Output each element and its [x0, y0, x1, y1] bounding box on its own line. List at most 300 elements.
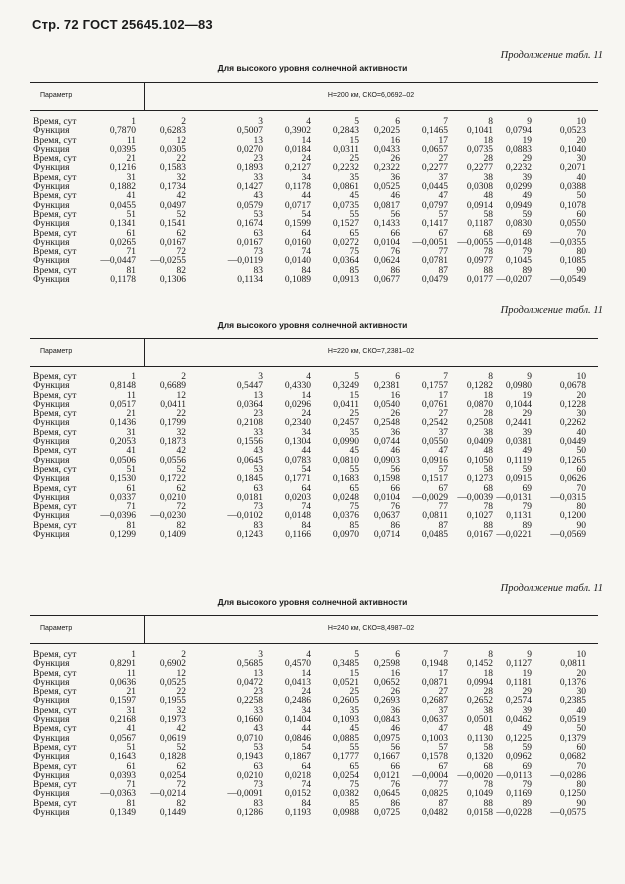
table-cell: 74	[301, 502, 311, 513]
table-cell: 73	[253, 502, 263, 513]
table-cell: 0,0994	[466, 677, 493, 688]
table-cell: 0,0525	[373, 182, 400, 193]
table-cell: 76	[390, 502, 400, 513]
table-cell: 87	[438, 265, 448, 276]
table-cell: 55	[349, 742, 359, 753]
table-cell: 24	[301, 154, 311, 165]
table-cell: 0,2381	[373, 381, 400, 392]
table-cell: 80	[576, 780, 586, 791]
table-cell: 18	[483, 390, 493, 401]
table-cell: 0,2548	[373, 418, 400, 429]
table-cell: 0,0903	[373, 455, 400, 466]
table-cell: 76	[390, 780, 400, 791]
table-cell: 0,0556	[159, 455, 186, 466]
table-cell: 53	[253, 742, 263, 753]
table-cell: 78	[483, 502, 493, 513]
table-cell: 40	[576, 172, 586, 183]
table-cell: 0,1089	[284, 275, 311, 286]
table-cell: 78	[483, 247, 493, 258]
table-cell: 0,0248	[332, 492, 359, 503]
table-cell: 0,0364	[332, 256, 359, 267]
table-cell: 44	[301, 724, 311, 735]
table-cell: 61	[126, 228, 136, 239]
table-cell: 18	[483, 668, 493, 679]
table-cell: 0,0337	[109, 492, 136, 503]
table-cell: 0,0210	[159, 492, 186, 503]
table-cell: 0,0177	[466, 275, 493, 286]
table-cell: 31	[126, 427, 136, 438]
table-cell: 0,0521	[332, 677, 359, 688]
table-cell: 1	[131, 117, 136, 127]
table-cell: 0,1045	[505, 256, 532, 267]
table-cell: 0,0382	[332, 789, 359, 800]
table-cell: 47	[438, 724, 448, 735]
table-header	[30, 82, 598, 111]
table-cell: 70	[576, 761, 586, 772]
table-cell: 15	[349, 668, 359, 679]
table-cell: 61	[126, 761, 136, 772]
table-cell: 0,0409	[466, 437, 493, 448]
row-label: Время, сут	[33, 446, 77, 457]
table-cell: 0,1049	[466, 789, 493, 800]
table-cell: 79	[522, 247, 532, 258]
row-label: Время, сут	[33, 780, 77, 791]
table-cell: 7	[443, 372, 448, 382]
table-cell: 0,1757	[421, 381, 448, 392]
row-label: Время, сут	[33, 668, 77, 679]
table-cell: 0,0735	[466, 144, 493, 155]
table-cell: 0,0626	[559, 474, 586, 485]
table-cell: 0,1166	[285, 530, 311, 541]
table-cell: —0,0207	[496, 275, 532, 286]
table-cell: 0,1955	[159, 696, 186, 707]
row-label: Функция	[33, 200, 70, 211]
table-cell: 0,1225	[505, 733, 532, 744]
table-cell: 90	[576, 520, 586, 531]
table-cell: 75	[349, 502, 359, 513]
table-cell: 0,0843	[373, 715, 400, 726]
table-cell: 69	[522, 761, 532, 772]
table-cell: 15	[349, 390, 359, 401]
data-table	[33, 651, 586, 818]
table-cell: 0,0167	[466, 530, 493, 541]
continuation-note: Продолжение табл. 11	[500, 50, 603, 61]
table-cell: 4	[306, 117, 311, 127]
table-cell: 89	[522, 520, 532, 531]
altitude-header: H=200 км, СКО=6,0692–02	[327, 92, 415, 99]
table-cell: 0,0636	[109, 677, 136, 688]
row-label: Функция	[33, 418, 70, 429]
table-cell: 0,0567	[109, 733, 136, 744]
table-cell: 72	[176, 247, 186, 258]
row-label: Время, сут	[33, 191, 77, 202]
table-cell: 37	[438, 427, 448, 438]
row-label: Время, сут	[33, 705, 77, 716]
table-cell: 86	[390, 798, 400, 809]
table-cell: 0,0482	[421, 808, 448, 819]
table-cell: 26	[390, 687, 400, 698]
table-cell: 10	[576, 650, 586, 660]
table-cell: 0,0305	[159, 144, 186, 155]
table-cell: 0,0744	[373, 437, 400, 448]
table-cell: 0,2598	[373, 659, 400, 670]
table-cell: 13	[253, 390, 263, 401]
table-cell: 56	[390, 742, 400, 753]
table-cell: 11	[126, 135, 136, 146]
table-cell: 0,0167	[159, 237, 186, 248]
table-cell: 37	[438, 705, 448, 716]
table-cell: 17	[438, 668, 448, 679]
table-cell: 5	[354, 650, 359, 660]
table-cell: 5	[354, 372, 359, 382]
table-cell: 41	[126, 191, 136, 202]
table-cell: 39	[522, 172, 532, 183]
table-cell: —0,0119	[227, 256, 263, 267]
table-cell: 85	[349, 520, 359, 531]
table-cell: 77	[438, 247, 448, 258]
table-cell: 43	[253, 724, 263, 735]
continuation-note: Продолжение табл. 11	[500, 305, 603, 316]
table-cell: 85	[349, 265, 359, 276]
table-cell: 0,0311	[333, 144, 359, 155]
table-cell: 65	[349, 228, 359, 239]
table-cell: 73	[253, 780, 263, 791]
table-cell: 0,0455	[109, 200, 136, 211]
table-cell: 0,1078	[559, 200, 586, 211]
table-cell: 53	[253, 464, 263, 475]
table-cell: 0,1722	[159, 474, 186, 485]
table-cell: 57	[438, 742, 448, 753]
table-cell: 29	[522, 154, 532, 165]
table-cell: 0,0519	[559, 715, 586, 726]
table-cell: 0,1527	[332, 219, 359, 230]
table-cell: 0,1169	[506, 789, 532, 800]
table-cell: 83	[253, 520, 263, 531]
table-cell: 48	[483, 191, 493, 202]
table-cell: 0,2574	[505, 696, 532, 707]
table-cell: —0,0004	[412, 770, 448, 781]
table-cell: 82	[176, 520, 186, 531]
row-label: Функция	[33, 275, 70, 286]
page-header: Стр. 72 ГОСТ 25645.102—83	[32, 17, 213, 32]
table-cell: —0,0447	[100, 256, 136, 267]
table-cell: 59	[522, 742, 532, 753]
table-cell: 0,0990	[332, 437, 359, 448]
table-cell: 73	[253, 247, 263, 258]
table-cell: 0,1131	[506, 511, 532, 522]
row-label: Время, сут	[33, 209, 77, 220]
table-cell: 0,0980	[505, 381, 532, 392]
table-cell: 26	[390, 154, 400, 165]
table-cell: 69	[522, 228, 532, 239]
table-cell: 54	[301, 209, 311, 220]
table-cell: 0,0657	[421, 144, 448, 155]
table-cell: 85	[349, 798, 359, 809]
table-cell: 0,1583	[159, 163, 186, 174]
table-cell: 58	[483, 742, 493, 753]
table-cell: 0,2277	[466, 163, 493, 174]
table-cell: 80	[576, 502, 586, 513]
table-cell: 42	[176, 724, 186, 735]
table-cell: 16	[390, 135, 400, 146]
table-cell: 81	[126, 265, 136, 276]
table-cell: 0,2127	[284, 163, 311, 174]
table-cell: 23	[253, 687, 263, 698]
data-table	[33, 118, 586, 285]
table-cell: 4	[306, 372, 311, 382]
table-cell: 67	[438, 761, 448, 772]
table-cell: 38	[483, 427, 493, 438]
table-cell: 0,0883	[505, 144, 532, 155]
table-cell: 0,1216	[109, 163, 136, 174]
table-cell: 88	[483, 798, 493, 809]
table-cell: 0,1127	[506, 659, 532, 670]
table-cell: 41	[126, 724, 136, 735]
table-cell: 0,2025	[373, 126, 400, 137]
table-cell: 27	[438, 687, 448, 698]
row-label: Время, сут	[33, 687, 77, 698]
table-cell: 0,0735	[332, 200, 359, 211]
table-cell: —0,0355	[550, 237, 586, 248]
table-cell: 0,0550	[421, 437, 448, 448]
table-cell: 54	[301, 464, 311, 475]
table-cell: 67	[438, 228, 448, 239]
table-cell: 0,1449	[159, 808, 186, 819]
table-cell: 66	[390, 761, 400, 772]
table-cell: 0,1040	[559, 144, 586, 155]
table-cell: 0,1304	[284, 437, 311, 448]
table-cell: 39	[522, 427, 532, 438]
column-header-parameter: Параметр	[40, 92, 73, 99]
table-cell: 87	[438, 520, 448, 531]
table-cell: 0,1948	[421, 659, 448, 670]
table-cell: 0,2652	[466, 696, 493, 707]
table-cell: 0,1867	[284, 752, 311, 763]
table-cell: 0,5007	[236, 126, 263, 137]
table-cell: 0,1599	[284, 219, 311, 230]
table-cell: 0,0210	[236, 770, 263, 781]
table-cell: 0,0254	[332, 770, 359, 781]
table-cell: 0,0682	[559, 752, 586, 763]
table-cell: 22	[176, 687, 186, 698]
table-cell: 0,5447	[236, 381, 263, 392]
table-cell: 14	[301, 390, 311, 401]
table-cell: 0,1299	[109, 530, 136, 541]
table-cell: 49	[522, 446, 532, 457]
table-cell: 0,1777	[332, 752, 359, 763]
table-cell: 0,6689	[159, 381, 186, 392]
table-cell: 0,0433	[373, 144, 400, 155]
table-cell: 0,1452	[466, 659, 493, 670]
table-cell: 87	[438, 798, 448, 809]
table-cell: 7	[443, 650, 448, 660]
table-cell: 0,0160	[284, 237, 311, 248]
table-cell: 16	[390, 668, 400, 679]
table-cell: 0,0783	[284, 455, 311, 466]
table-cell: 28	[483, 687, 493, 698]
table-cell: 0,0148	[284, 511, 311, 522]
table-header	[30, 615, 598, 644]
table-cell: 0,1044	[505, 399, 532, 410]
table-cell: 0,0506	[109, 455, 136, 466]
table-cell: 0,1085	[559, 256, 586, 267]
table-cell: 0,0497	[159, 200, 186, 211]
table-cell: 0,1341	[109, 219, 136, 230]
table-cell: 0,0184	[284, 144, 311, 155]
table-cell: 0,0449	[559, 437, 586, 448]
table-cell: 0,0550	[559, 219, 586, 230]
table-cell: 0,2232	[332, 163, 359, 174]
table-cell: 50	[576, 724, 586, 735]
table-cell: 0,1893	[236, 163, 263, 174]
table-cell: —0,0396	[100, 511, 136, 522]
table-cell: 76	[390, 247, 400, 258]
table-cell: 0,0714	[373, 530, 400, 541]
table-cell: 37	[438, 172, 448, 183]
table-cell: —0,0055	[457, 237, 493, 248]
row-label: Функция	[33, 733, 70, 744]
table-cell: 0,1379	[559, 733, 586, 744]
row-label: Функция	[33, 715, 70, 726]
table-cell: 5	[354, 117, 359, 127]
table-cell: 72	[176, 502, 186, 513]
table-cell: 0,1598	[373, 474, 400, 485]
table-cell: 9	[527, 117, 532, 127]
table-cell: 40	[576, 705, 586, 716]
row-label: Время, сут	[33, 409, 77, 420]
row-label: Время, сут	[33, 798, 77, 809]
table-cell: 0,1828	[159, 752, 186, 763]
row-label: Время, сут	[33, 742, 77, 753]
table-cell: 0,2542	[421, 418, 448, 429]
table-cell: 0,1660	[236, 715, 263, 726]
table-cell: 45	[349, 724, 359, 735]
table-cell: 0,2385	[559, 696, 586, 707]
table-cell: 17	[438, 135, 448, 146]
table-cell: 2	[181, 650, 186, 660]
table-cell: 58	[483, 464, 493, 475]
table-cell: 0,0970	[332, 530, 359, 541]
table-cell: 60	[576, 464, 586, 475]
table-cell: 0,0121	[373, 770, 400, 781]
table-cell: 20	[576, 668, 586, 679]
table-cell: 0,0830	[505, 219, 532, 230]
table-cell: 74	[301, 247, 311, 258]
table-cell: 64	[301, 761, 311, 772]
row-label: Функция	[33, 126, 70, 137]
row-label: Функция	[33, 492, 70, 503]
table-cell: —0,0039	[457, 492, 493, 503]
table-cell: 27	[438, 154, 448, 165]
table-cell: 70	[576, 483, 586, 494]
table-cell: 0,1943	[236, 752, 263, 763]
table-cell: 60	[576, 742, 586, 753]
table-cell: —0,0575	[550, 808, 586, 819]
table-cell: 90	[576, 798, 586, 809]
table-cell: 66	[390, 228, 400, 239]
row-label: Функция	[33, 474, 70, 485]
table-cell: 0,1667	[373, 752, 400, 763]
table-cell: 89	[522, 798, 532, 809]
table-cell: 79	[522, 780, 532, 791]
table-cell: 0,0885	[332, 733, 359, 744]
table-cell: 0,0265	[109, 237, 136, 248]
table-cell: 0,1178	[285, 182, 311, 193]
table-cell: 84	[301, 798, 311, 809]
table-cell: 52	[176, 209, 186, 220]
table-cell: 0,0975	[373, 733, 400, 744]
table-cell: 0,0725	[373, 808, 400, 819]
row-label: Функция	[33, 219, 70, 230]
table-cell: 90	[576, 265, 586, 276]
table-cell: 23	[253, 409, 263, 420]
table-cell: 35	[349, 705, 359, 716]
table-cell: 4	[306, 650, 311, 660]
table-cell: 10	[576, 372, 586, 382]
table-cell: 0,0797	[421, 200, 448, 211]
table-cell: 71	[126, 780, 136, 791]
table-cell: 51	[126, 209, 136, 220]
table-row	[33, 531, 586, 540]
table-cell: 86	[390, 520, 400, 531]
row-label: Время, сут	[33, 117, 77, 127]
table-cell: 0,0364	[236, 399, 263, 410]
table-cell: 47	[438, 446, 448, 457]
table-cell: —0,0020	[457, 770, 493, 781]
table-cell: 72	[176, 780, 186, 791]
row-label: Время, сут	[33, 172, 77, 183]
row-label: Функция	[33, 530, 70, 541]
table-cell: 30	[576, 154, 586, 165]
table-cell: 3	[258, 650, 263, 660]
table-cell: 75	[349, 780, 359, 791]
table-cell: 56	[390, 209, 400, 220]
table-cell: 0,0381	[505, 437, 532, 448]
table-cell: 6	[395, 650, 400, 660]
table-cell: 0,1286	[236, 808, 263, 819]
table-cell: 48	[483, 446, 493, 457]
table-cell: 13	[253, 135, 263, 146]
table-cell: —0,0091	[227, 789, 263, 800]
table-cell: 42	[176, 446, 186, 457]
row-label: Функция	[33, 677, 70, 688]
table-cell: 89	[522, 265, 532, 276]
table-cell: 70	[576, 228, 586, 239]
table-cell: 19	[522, 135, 532, 146]
table-cell: 0,0624	[373, 256, 400, 267]
table-cell: 7	[443, 117, 448, 127]
table-cell: —0,0214	[150, 789, 186, 800]
table-cell: 0,1273	[466, 474, 493, 485]
table-cell: 62	[176, 483, 186, 494]
table-cell: 32	[176, 172, 186, 183]
table-cell: 0,0218	[284, 770, 311, 781]
table-cell: 0,1973	[159, 715, 186, 726]
row-label: Время, сут	[33, 761, 77, 772]
table-cell: 88	[483, 265, 493, 276]
table-cell: 0,0140	[284, 256, 311, 267]
table-cell: 0,0710	[236, 733, 263, 744]
table-cell: 8	[488, 117, 493, 127]
table-cell: 20	[576, 135, 586, 146]
table-cell: 0,1243	[236, 530, 263, 541]
table-cell: 50	[576, 191, 586, 202]
table-cell: 0,6283	[159, 126, 186, 137]
table-cell: 2	[181, 372, 186, 382]
table-cell: 54	[301, 742, 311, 753]
table-cell: 57	[438, 464, 448, 475]
row-label: Время, сут	[33, 520, 77, 531]
